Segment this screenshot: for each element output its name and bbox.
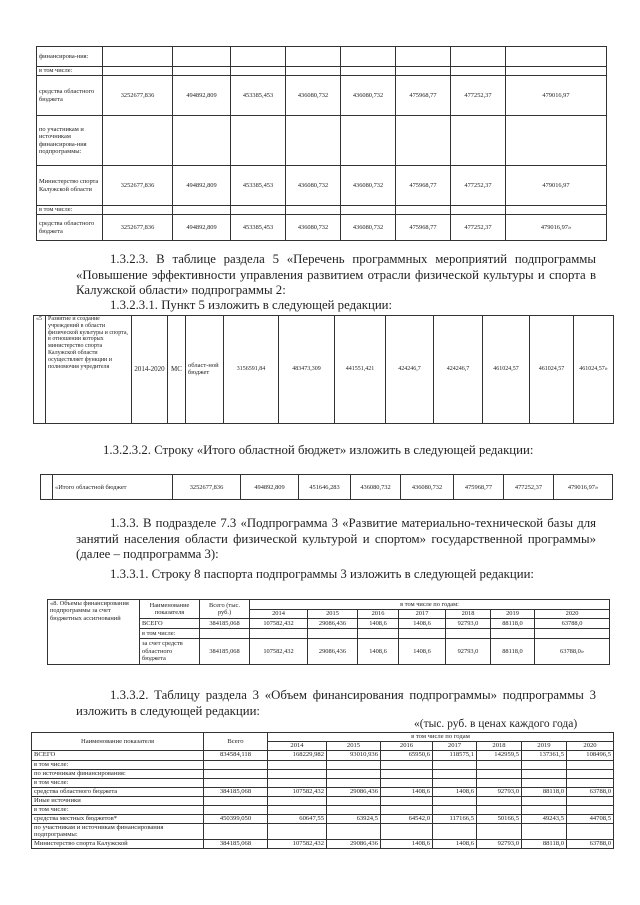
- table-row: «Итого областной бюджет 3252677,836 494892,809 451646,283 436080,732 436080,732 475968,77 477252,37 479016,97»: [41, 475, 613, 500]
- row-label: финансирова-ния:: [37, 47, 103, 67]
- table-row: Наименование показателя Всего в том числе по годам: [32, 733, 614, 742]
- table-row: «5 Развитие и создание учреждений в области физической культуры и спорта, в отношении которых министерство спорта Калужской области осуществляет функции и полномочия учредителя 2014-2020 МС област-ной бюджет 3156591,84 483473,309 441551,421 424246,7 424246,7 461024,57 461024,57 461024,57»: [34, 316, 614, 424]
- table-row: [37, 206, 607, 215]
- table-row: Министерство спорта Калужской 384185,068 107582,432 29086,436 1408,6 1408,6 92793,0 88118,0 63788,0: [32, 839, 614, 848]
- table-row: средства областного бюджета 3252677,836 494892,809 453385,453 436080,732 436080,732 475968,77 477252,37 479016,97: [37, 76, 607, 116]
- row-label: в том числе:: [37, 67, 103, 76]
- row-label: в том числе:: [37, 206, 103, 215]
- table-row: «8. Объемы финансирования подпрограммы за счет бюджетных ассигнований Наименование показателя Всего (тыс. руб.) в том числе по годам:: [48, 600, 610, 610]
- table-row: ВСЕГО 384185,068 107582,432 29086,436 1408,6 1408,6 92793,0 88118,0 63788,0: [48, 619, 610, 629]
- paragraph-1-3-3-1: 1.3.3.1. Строку 8 паспорта подпрограммы 3 изложить в следующей редакции:: [110, 567, 534, 581]
- paragraph-1-3-2-3-2: 1.3.2.3.2. Строку «Итого областной бюджет» изложить в следующей редакции:: [103, 443, 534, 457]
- subprogram-3-funding-table: [31, 732, 614, 849]
- table-row: Министерство спорта Калужской области 3252677,836 494892,809 453385,453 436080,732 436080,732 475968,77 477252,37 479016,97: [37, 166, 607, 206]
- table-row: в том числе:: [32, 805, 614, 814]
- paragraph-1-3-2-3-1: 1.3.2.3.1. Пункт 5 изложить в следующей редакции:: [110, 298, 393, 312]
- paragraph-1-3-3-2: 1.3.3.2. Таблицу раздела 3 «Объем финансирования подпрограммы» подпрограммы 3 изложить в следующей редакции:: [76, 688, 596, 718]
- table-row: Иные источники: [32, 796, 614, 805]
- table-row: [37, 47, 607, 67]
- row-label: по участникам и источникам финансирова-ния подпрограммы:: [37, 116, 103, 166]
- units-note: «(тыс. руб. в ценах каждого года): [414, 718, 578, 730]
- table-row: средства областного бюджета 384185,068 107582,432 29086,436 1408,6 1408,6 92793,0 88118,0 63788,0: [32, 787, 614, 796]
- table-row: по участникам и источникам финансирования подпрограммы:: [32, 823, 614, 839]
- measure-description: Развитие и создание учреждений в области физической культуры и спорта, в отношении которых министерство спорта Калужской области осуществляет функции и полномочия учредителя: [46, 316, 132, 424]
- paragraph-1-3-2-3: 1.3.2.3. В таблице раздела 5 «Перечень программных мероприятий подпрограммы «Повышение эффективности управления развитием отрасли физической культуры и спорта в Калужской области» подпрограммы 2:: [76, 252, 596, 298]
- passport-row-8-table: [47, 599, 610, 665]
- row-label: средства областного бюджета: [37, 215, 103, 241]
- table-row: за счет средств областного бюджета 384185,068 107582,432 29086,436 1408,6 1408,6 92793,0 88118,0 63788,0»: [48, 639, 610, 665]
- row-label: Министерство спорта Калужской области: [37, 166, 103, 206]
- funding-table-top: [36, 46, 607, 241]
- table-row: 2014 2015 2016 2017 2018 2019 2020: [48, 610, 610, 619]
- table-row: [37, 116, 607, 166]
- table-row: в том числе:: [32, 760, 614, 769]
- measures-table: [33, 315, 614, 424]
- table-row: в том числе:: [48, 629, 610, 639]
- paragraph-1-3-3: 1.3.3. В подразделе 7.3 «Подпрограмма 3 «Развитие материально-технической базы для занятий населения области физической культурой и спортом» государственной программы» (далее – подпрограмма 3):: [76, 516, 596, 562]
- table-row: [37, 67, 607, 76]
- total-regional-budget-table: [40, 474, 613, 500]
- table-row: 2014 2015 2016 2017 2018 2019 2020: [32, 741, 614, 750]
- passport-row-label: «8. Объемы финансирования подпрограммы за счет бюджетных ассигнований: [48, 600, 140, 665]
- table-row: по источникам финансирования:: [32, 769, 614, 778]
- table-row: средства областного бюджета 3252677,836 494892,809 453385,453 436080,732 436080,732 475968,77 477252,37 479016,97»: [37, 215, 607, 241]
- table-row: средства местных бюджетов* 450399,050 60647,55 63924,5 64542,0 117166,5 50166,5 49243,5 44708,5: [32, 814, 614, 823]
- table-row: в том числе:: [32, 778, 614, 787]
- table-row: ВСЕГО 834584,118 168229,982 93010,936 65950,6 118575,1 142959,5 137361,5 108496,5: [32, 750, 614, 760]
- row-label: средства областного бюджета: [37, 76, 103, 116]
